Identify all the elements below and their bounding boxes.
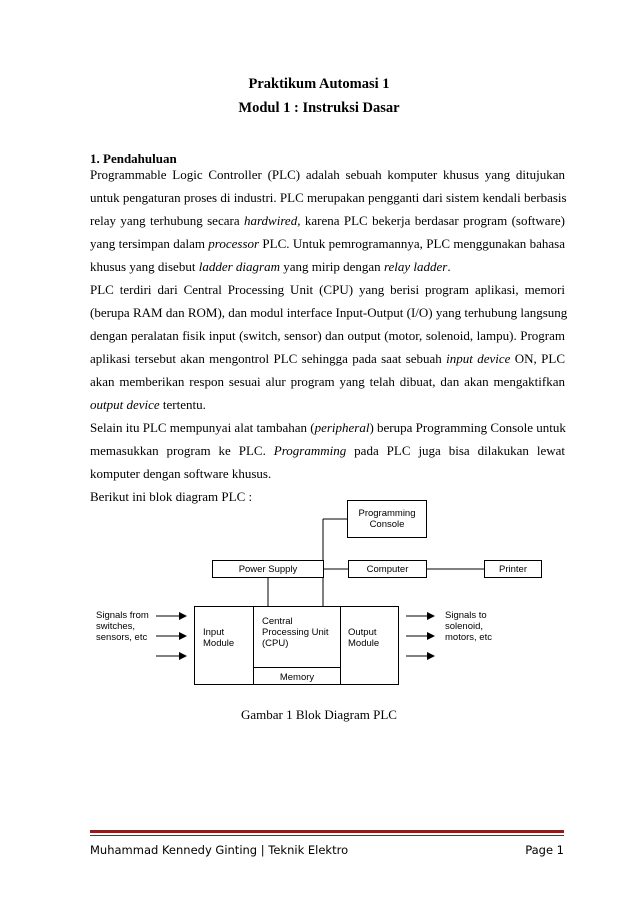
body-line-10: akan memberikan respon sesuai alur program yang telah dibuat, dan akan mengaktifkan [90,374,565,389]
page-number: Page 1 [525,843,564,857]
cpu-box: Central Processing Unit (CPU) [253,606,341,668]
body-line-2: untuk pengaturan proses di industri. PLC merupakan pengganti dari sistem kendali berbasis [90,190,567,205]
input-module-box: Input Module [194,606,254,685]
document-subtitle: Modul 1 : Instruksi Dasar [238,100,400,116]
body-line-5: khusus yang disebut ladder diagram yang mirip dengan relay ladder. [90,259,451,274]
signals-to-label: Signals to solenoid, motors, etc [445,610,492,643]
body-line-6: PLC terdiri dari Central Processing Unit (CPU) yang berisi program aplikasi, memori [90,282,565,297]
body-line-15: Berikut ini blok diagram PLC : [90,489,253,504]
programming-console-box: Programming Console [347,500,427,538]
footer-rule-thin [90,835,564,836]
document-title: Praktikum Automasi 1 [248,76,390,92]
signals-from-label: Signals from switches, sensors, etc [96,610,149,643]
memory-box: Memory [253,667,341,685]
body-line-14: komputer dengan software khusus. [90,466,272,481]
body-line-3: relay yang terhubung secara hardwired, karena PLC bekerja berdasar program (software) [90,213,565,228]
footer-author: Muhammad Kennedy Ginting | Teknik Elektro [90,843,349,857]
body-line-4: yang tersimpan dalam processor PLC. Untuk pemrogramannya, PLC menggunakan bahasa [90,236,565,251]
computer-box: Computer [348,560,427,578]
body-line-9: aplikasi tersebut akan mengontrol PLC sehingga pada saat sebuah input device ON, PLC [90,351,565,366]
body-line-7: (berupa RAM dan ROM), dan modul interface Input-Output (I/O) yang terhubung langsung [90,305,568,320]
output-module-box: Output Module [340,606,399,685]
body-line-11: output device tertentu. [90,397,206,412]
body-line-12: Selain itu PLC mempunyai alat tambahan (peripheral) berupa Programming Console untuk [90,420,566,435]
footer-rule [90,830,564,833]
body-line-1: Programmable Logic Controller (PLC) adalah sebuah komputer khusus yang ditujukan [90,167,565,182]
body-line-13: memasukkan program ke PLC. Programming pada PLC juga bisa dilakukan lewat [90,443,565,458]
section-heading: 1. Pendahuluan [90,151,177,166]
body-line-8: dengan peralatan fisik input (switch, sensor) dan output (motor, solenoid, lampu). Program [90,328,565,343]
printer-box: Printer [484,560,542,578]
power-supply-box: Power Supply [212,560,324,578]
figure-caption: Gambar 1 Blok Diagram PLC [241,707,397,722]
